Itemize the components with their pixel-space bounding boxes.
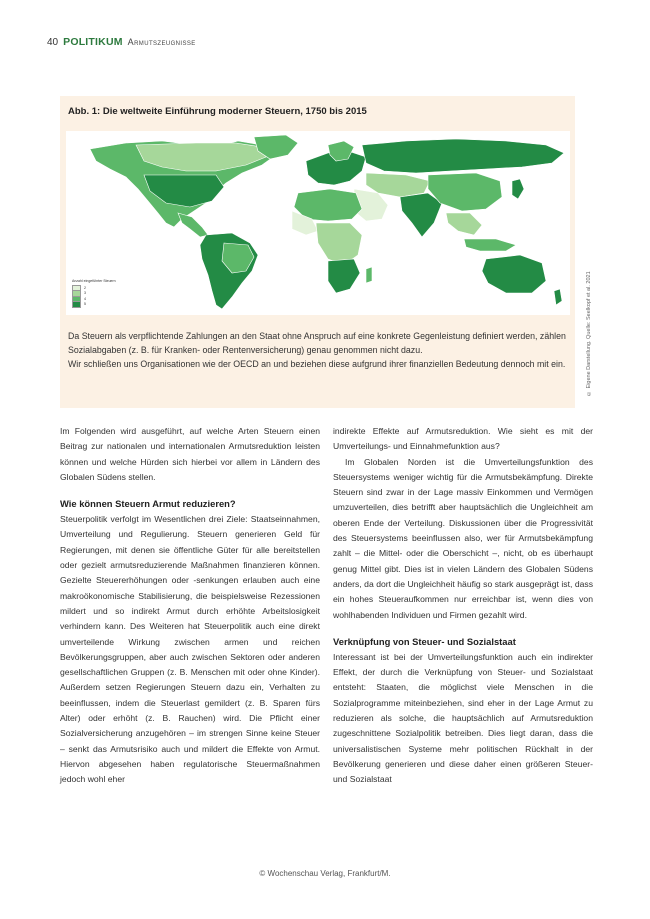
section-heading: Wie können Steuern Armut reduzieren? [60, 498, 236, 510]
map-region-russia [362, 139, 564, 173]
map-region-africa-central [316, 223, 362, 265]
figure-title: Abb. 1: Die weltweite Einführung moderner Steuern, 1750 bis 2015 [68, 106, 367, 117]
legend-label: 5 [84, 302, 86, 307]
figure-caption [68, 329, 568, 371]
source-note: © Eigene Darstellung. Quelle: Seelkopf et al. 2021 [586, 271, 592, 396]
page-header [47, 36, 196, 52]
map-region-india [400, 193, 442, 237]
legend-title: Anzahl eingeführter Steuern [72, 279, 116, 283]
map-region-africa-south [328, 259, 360, 293]
figure-box [60, 96, 575, 408]
legend-label: 3 [84, 291, 86, 296]
map-region-southeast-asia [446, 213, 482, 235]
legend-item [72, 302, 116, 308]
body-paragraph: Steuerpolitik verfolgt im Wesentlichen drei Ziele: Staatseinnahmen, Umverteilung und Regulierung. Steuern generieren Geld für Regierungen, mit denen sie öffentliche Güter für alle bereitstellen oder gezielt armutsreduzierende Maßnahmen finanzieren können. Gezielte Steuererhöhungen oder -senkungen erlauben auch eine makroökonomische Stabilisierung, die beispielsweise Rezessionen mildert und so indirekt Armut durch erhöhte Arbeitslosigkeit verhindern kann. Des Weiteren hat Steuerpolitik auch eine direkt umverteilende Wirkung zwischen armen und reichen Bevölkerungsgruppen, aber auch zwischen Sektoren oder anderen gesellschaftlichen Gruppen (z. B. Menschen mit oder ohne Kinder). Außerdem setzen Regierungen Steuern dazu ein, Verhalten zu beeinflussen, indem die Steuerlast gemildert (z. B. Sparen fürs Alter) oder erhöht (z. B. Rauchen) wird. Die Pflicht einer Sozialversicherung anzugehören – im strengen Sinne keine Steuer – senkt das Armutsrisiko auch und mildert die Effekte von Armut. Hiervon abgesehen haben regulatorische Steuermaßnahmen jedoch wohl eher [60, 514, 320, 785]
map-region-central-america [178, 213, 208, 237]
intro-paragraph: Im Folgenden wird ausgeführt, auf welche Arten Steuern einen Beitrag zur nationalen und internationalen Armutsreduktion leisten können und welche Hürden sich hierbei vor allem in Ländern des Globalen Südens stellen. [60, 426, 320, 482]
body-paragraph: Im Globalen Norden ist die Umverteilungsfunktion des Steuersystems weniger wichtig für die Armutsbekämpfung. Direkte Steuern sind zwar in der Lage massiv Einkommen und Vermögen umzuverteilen, dies betrifft aber hauptsächlich die Ungleichheit am oberen Ende der Verteilung. Diskussionen über die Progressivität des Steuersystems beeinflussen also, wer für Armutsbekämpfung zahlt – die Mittel- oder die Oberschicht –, nicht, ob es überhaupt genug Mittel gibt. Dies ist in vielen Ländern des Globalen Südens anders, da dort die Ungleichheit häufig so stark ausgeprägt ist, dass ein hohes Steueraufkommen nur erreichbar ist, wenn dies von wohlhabenden Individuen und Firmen gezahlt wird. [333, 456, 593, 620]
map-region-australia [482, 255, 546, 293]
legend-label: 4 [84, 296, 86, 301]
legend-swatch [72, 301, 81, 308]
magazine-name: POLITIKUM [63, 36, 123, 48]
world-map [66, 131, 570, 315]
map-region-new-zealand [554, 289, 562, 305]
section-title: Armutszeugnisse [127, 37, 196, 47]
legend-label: 2 [84, 285, 86, 290]
map-legend [72, 279, 116, 307]
page-number: 40 [47, 37, 59, 48]
body-paragraph: Interessant ist bei der Umverteilungsfunktion auch ein indirekter Effekt, der durch die Verknüpfung von Steuer- und Sozialstaat entsteht: Staaten, die möglichst viele Menschen in die Sozialprogramme miteinbeziehen, sind eher in der Lage Armut zu reduzieren als solche, die hauptsächlich auf Armutsreduktion zugeschnittene Sozialpolitik betreiben. Dies liegt daran, dass die universalistischen Systeme mehr politischen Rückhalt in der Bevölkerung generieren und diese daher einen größeren Steuer- und Sozialstaat [333, 651, 593, 785]
caption-paragraph: Da Steuern als verpflichtende Zahlungen an den Staat ohne Anspruch auf eine konkrete Gegenleistung definiert werden, zählen Sozialabgaben (z. B. für Kranken- oder Rentenversicherung) genau genommen nicht dazu. [68, 331, 566, 355]
map-region-madagascar [366, 267, 372, 283]
map-region-indonesia [464, 239, 516, 251]
caption-paragraph: Wir schließen uns Organisationen wie der OECD an und beziehen diese aufgrund ihrer finanziellen Bedeutung dennoch mit ein. [68, 359, 566, 369]
copyright-footer: © Wochenschau Verlag, Frankfurt/M. [259, 869, 391, 878]
left-column [60, 424, 320, 788]
map-region-japan [512, 179, 524, 199]
right-column [333, 424, 593, 788]
world-map-graphic [66, 131, 570, 315]
section-heading: Verknüpfung von Steuer- und Sozialstaat [333, 635, 516, 647]
body-paragraph: indirekte Effekte auf Armutsreduktion. Wie sieht es mit der Umverteilungs- und Einnahmefunktion aus? [333, 426, 593, 452]
